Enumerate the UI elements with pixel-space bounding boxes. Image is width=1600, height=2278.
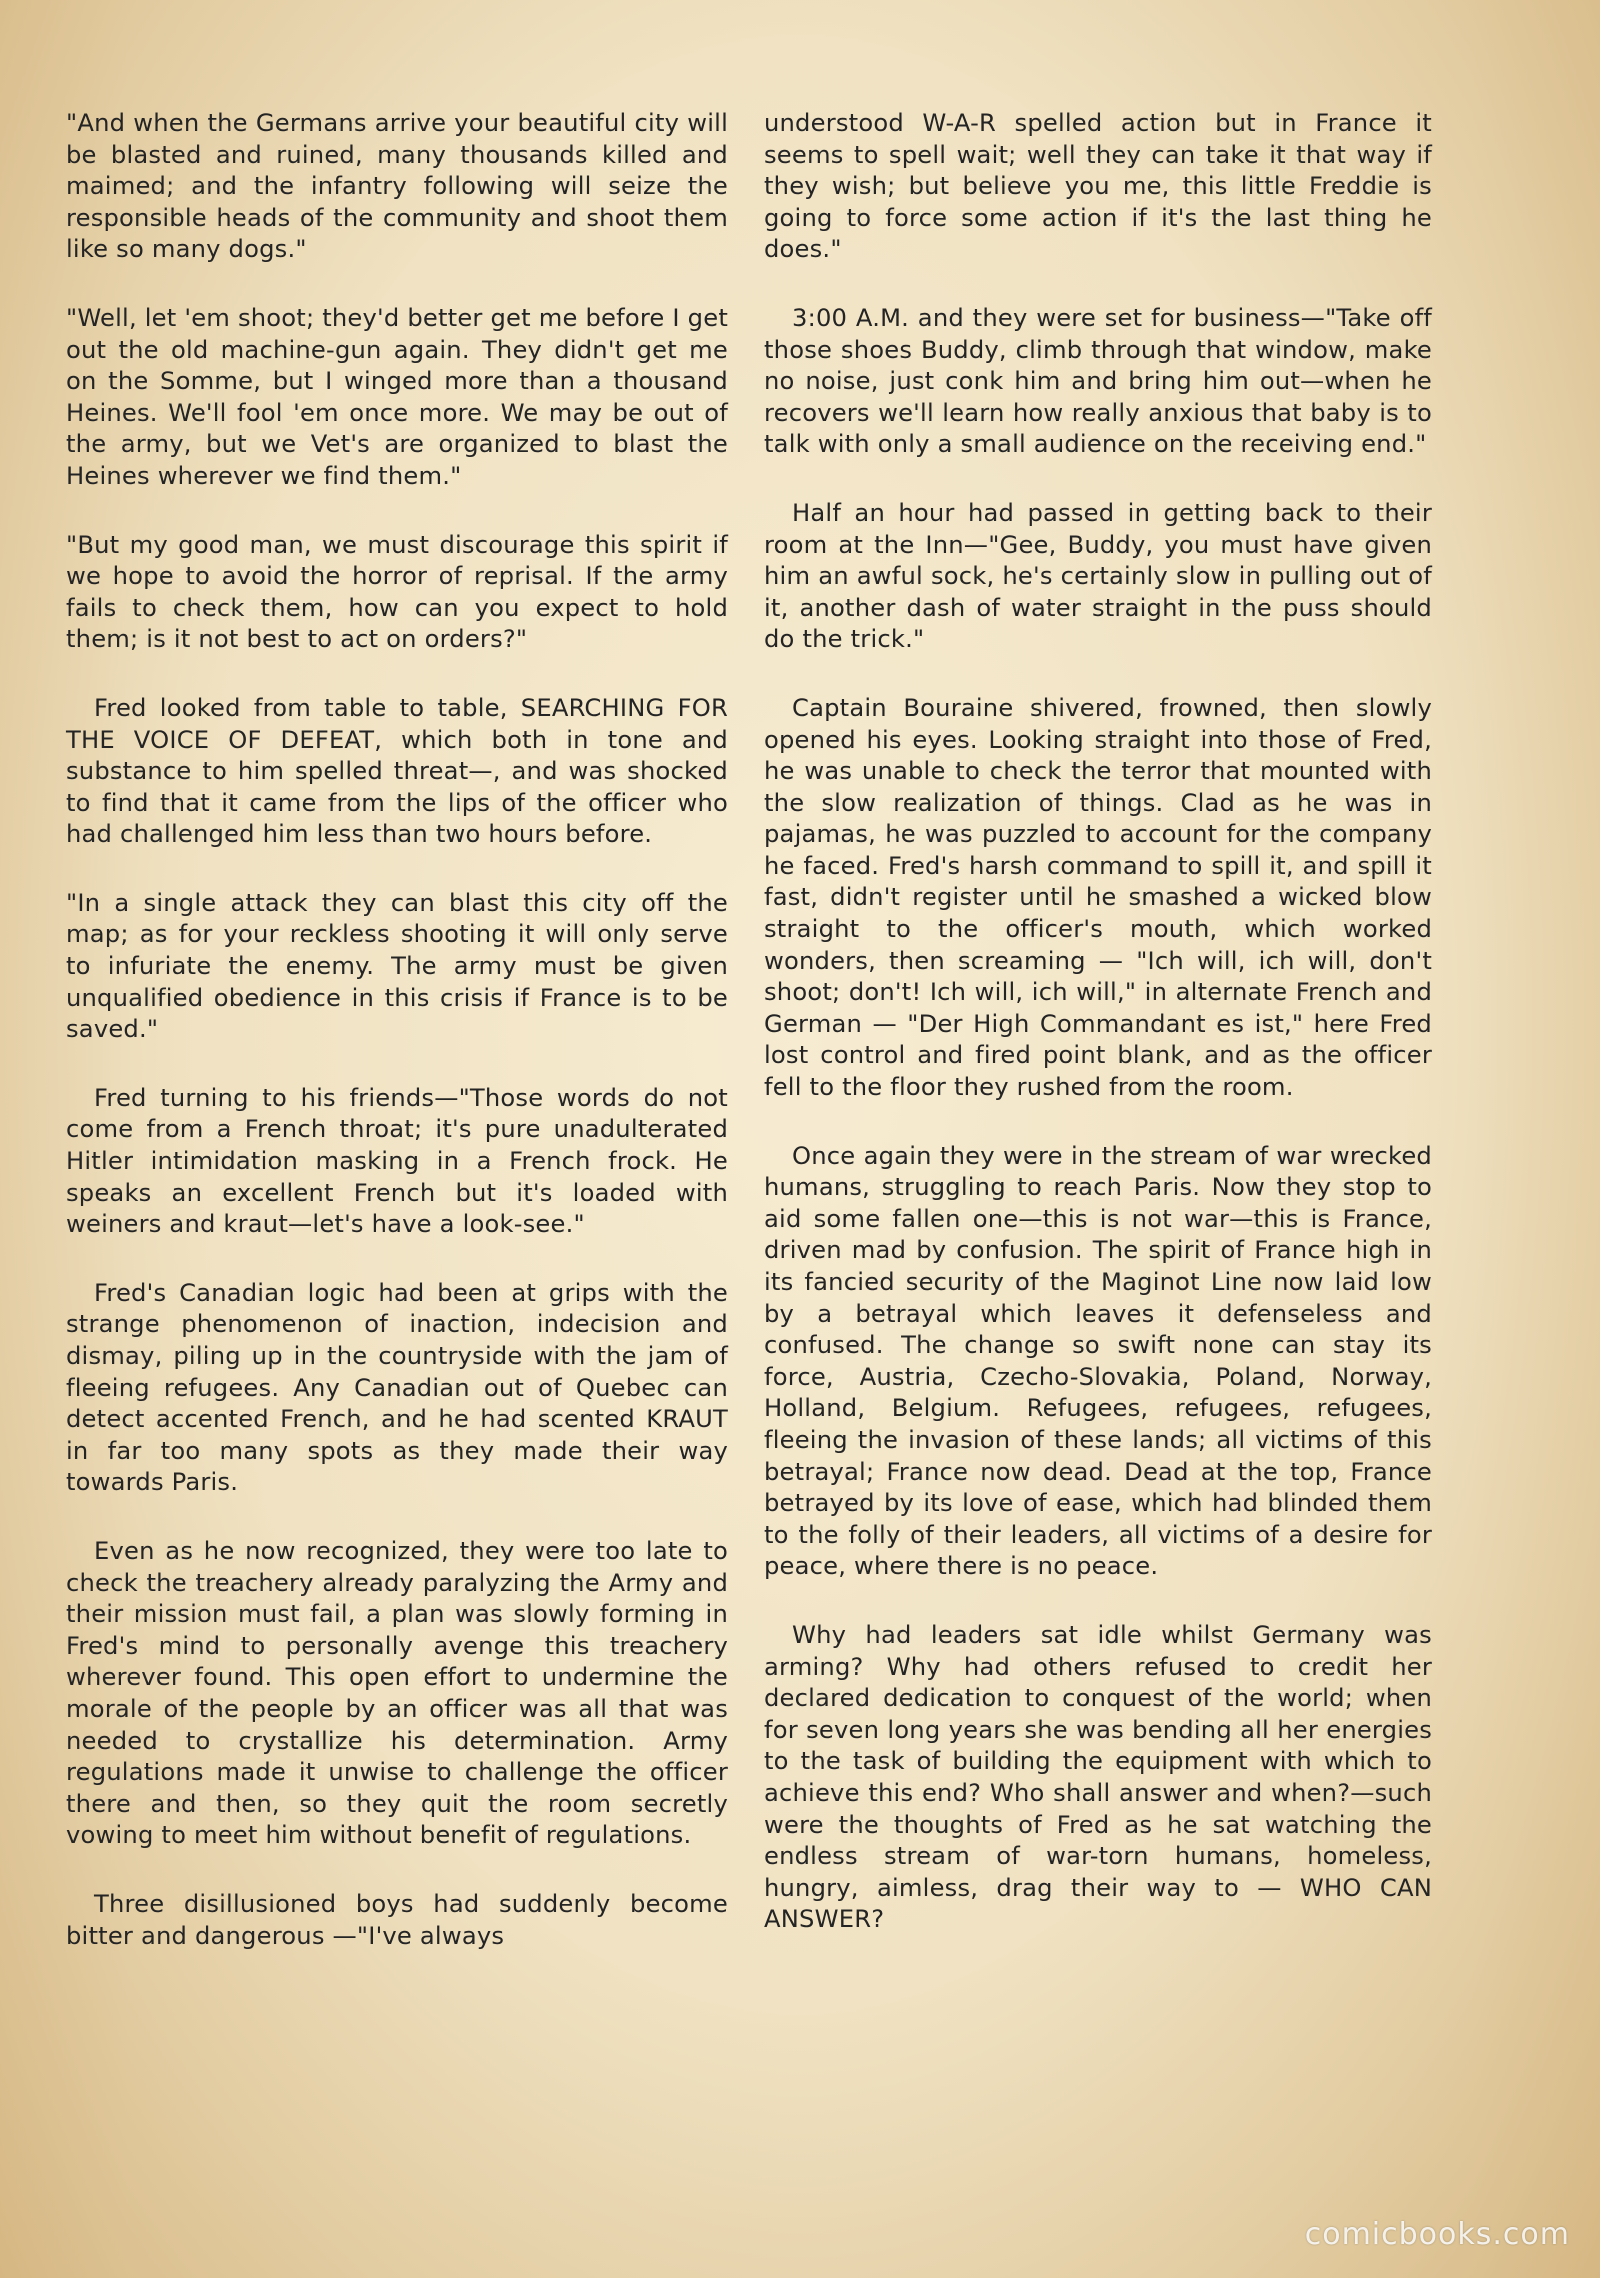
paragraph: Three disillusioned boys had suddenly become bitter and dangerous —"I've always xyxy=(66,1889,728,1950)
paragraph: "But my good man, we must discourage this spirit if we hope to avoid the horror of reprisal. If the army fails to check them, how can you expect to hold them; is it not best to act on orders?" xyxy=(66,530,728,654)
paragraph: Fred's Canadian logic had been at grips with the strange phenomenon of inaction, indecision and dismay, piling up in the countryside with the jam of fleeing refugees. Any Canadian out of Quebec can detect accented French, and he had scented KRAUT in far too many spots as they made their way towards Paris. xyxy=(66,1278,728,1497)
right-text-column xyxy=(764,108,1432,1973)
paragraph: 3:00 A.M. and they were set for business—"Take off those shoes Buddy, climb through that window, make no noise, just conk him and bring him out—when he recovers we'll learn how really anxious that baby is to talk with only a small audience on the receiving end." xyxy=(764,303,1432,459)
paragraph: Fred looked from table to table, SEARCHING FOR THE VOICE OF DEFEAT, which both in tone and substance to him spelled threat—, and was shocked to find that it came from the lips of the officer who had challenged him less than two hours before. xyxy=(66,693,728,849)
site-watermark: comicbooks.com xyxy=(1304,2217,1570,2252)
paragraph: Even as he now recognized, they were too late to check the treachery already paralyzing the Army and their mission must fail, a plan was slowly forming in Fred's mind to personally avenge this treachery wherever found. This open effort to undermine the morale of the people by an officer was all that was needed to crystallize his determination. Army regulations made it unwise to challenge the officer there and then, so they quit the room secretly vowing to meet him without benefit of regulations. xyxy=(66,1536,728,1850)
paragraph: Fred turning to his friends—"Those words do not come from a French throat; it's pure unadulterated Hitler intimidation masking in a French frock. He speaks an excellent French but it's loaded with weiners and kraut—let's have a look-see." xyxy=(66,1083,728,1239)
paragraph: Once again they were in the stream of war wrecked humans, struggling to reach Paris. Now they stop to aid some fallen one—this is not war—this is France, driven mad by confusion. The spirit of France high in its fancied security of the Maginot Line now laid low by a betrayal which leaves it defenseless and confused. The change so swift none can stay its force, Austria, Czecho-Slovakia, Poland, Norway, Holland, Belgium. Refugees, refugees, refugees, fleeing the invasion of these lands; all victims of this betrayal; France now dead. Dead at the top, France betrayed by its love of ease, which had blinded them to the folly of their leaders, all victims of a desire for peace, where there is no peace. xyxy=(764,1141,1432,1581)
left-text-column xyxy=(66,108,728,1989)
paragraph: understood W-A-R spelled action but in France it seems to spell wait; well they can take it that way if they wish; but believe you me, this little Freddie is going to force some action if it's the last thing he does." xyxy=(764,109,1432,264)
paragraph: "Well, let 'em shoot; they'd better get me before I get out the old machine-gun again. They didn't get me on the Somme, but I winged more than a thousand Heines. We'll fool 'em once more. We may be out of the army, but we Vet's are organized to blast the Heines wherever we find them." xyxy=(66,303,728,490)
paragraph: Half an hour had passed in getting back to their room at the Inn—"Gee, Buddy, you must have given him an awful sock, he's certainly slow in pulling out of it, another dash of water straight in the puss should do the trick." xyxy=(764,498,1432,654)
paragraph: Why had leaders sat idle whilst Germany was arming? Why had others refused to credit her declared dedication to conquest of the world; when for seven long years she was bending all her energies to the task of building the equipment with which to achieve this end? Who shall answer and when?—such were the thoughts of Fred as he sat watching the endless stream of war-torn humans, homeless, hungry, aimless, drag their way to — WHO CAN ANSWER? xyxy=(764,1620,1432,1934)
paragraph: "In a single attack they can blast this city off the map; as for your reckless shooting it will only serve to infuriate the enemy. The army must be given unqualified obedience in this crisis if France is to be saved." xyxy=(66,888,728,1044)
paragraph: Captain Bouraine shivered, frowned, then slowly opened his eyes. Looking straight into those of Fred, he was unable to check the terror that mounted with the slow realization of things. Clad as he was in pajamas, he was puzzled to account for the company he faced. Fred's harsh command to spill it, and spill it fast, didn't register until he smashed a wicked blow straight to the officer's mouth, which worked wonders, then screaming — "Ich will, ich will, don't shoot; don't! Ich will, ich will," in alternate French and German — "Der High Commandant es ist," here Fred lost control and fired point blank, and as the officer fell to the floor they rushed from the room. xyxy=(764,693,1432,1102)
paragraph: "And when the Germans arrive your beautiful city will be blasted and ruined, many thousands killed and maimed; and the infantry following will seize the responsible heads of the community and shoot them like so many dogs." xyxy=(66,109,728,264)
